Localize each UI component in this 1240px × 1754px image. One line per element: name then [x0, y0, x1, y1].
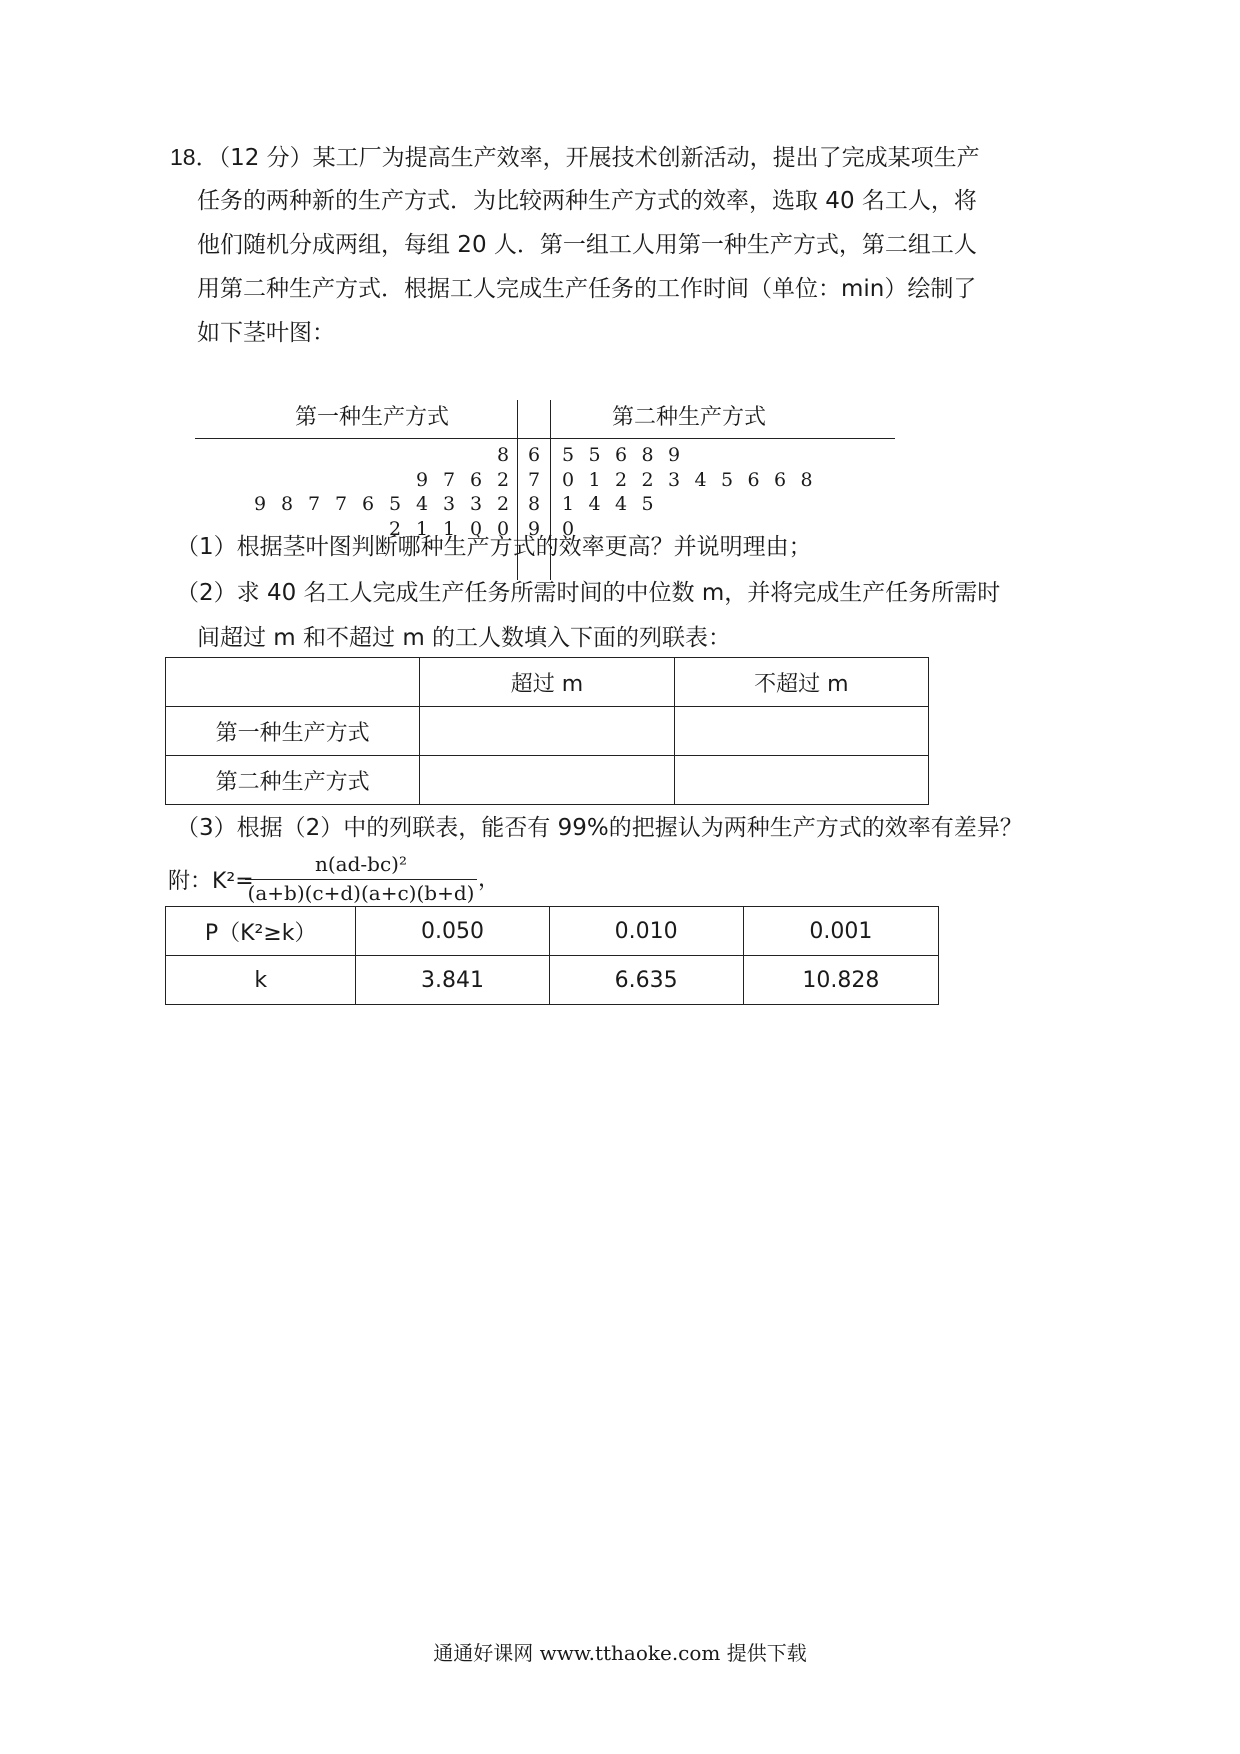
- left-leaf: 2: [388, 517, 402, 540]
- contingency-table: [165, 657, 929, 805]
- right-leaf: 2: [614, 468, 628, 491]
- probability-row: [166, 907, 939, 956]
- right-leaf: 0: [561, 517, 575, 540]
- right-leaf: 5: [561, 444, 575, 466]
- left-leaf: 5: [388, 493, 402, 515]
- right-leaf: 1: [588, 468, 601, 491]
- formula-prefix: 附：K²=: [168, 869, 254, 894]
- stem-leaf-row: [195, 469, 895, 496]
- right-leaf: 6: [614, 444, 628, 466]
- k-label: k: [166, 956, 356, 1005]
- left-leaf: 1: [442, 517, 456, 540]
- probability-value: 0.050: [356, 907, 549, 956]
- left-leaf: 3: [469, 493, 483, 515]
- probability-value: 0.001: [743, 907, 938, 956]
- left-leaf: 9: [253, 493, 267, 515]
- question-line-1: [170, 133, 980, 182]
- stem-value: 7: [527, 468, 541, 491]
- probability-label: P（K²≥k）: [166, 907, 356, 956]
- k-value: 6.635: [549, 956, 743, 1005]
- right-leaf: 5: [641, 493, 654, 515]
- left-leaf: 7: [334, 493, 348, 515]
- left-leaf: 2: [496, 468, 510, 491]
- blank-answer-cell: [420, 756, 674, 805]
- left-leaf: 7: [442, 468, 456, 491]
- right-leaf: 2: [641, 468, 654, 491]
- left-leaf: 4: [415, 493, 429, 515]
- left-leaf: 0: [496, 517, 510, 540]
- blank-answer-cell: [420, 707, 674, 756]
- header-not-exceed-m: 不超过 m: [674, 658, 928, 707]
- left-leaf: 1: [415, 517, 429, 540]
- row-label-method-1: 第一种生产方式: [166, 707, 420, 756]
- contingency-row-method-2: [166, 756, 929, 805]
- question-text: （12 分）某工厂为提高生产效率，开展技术创新活动，提出了完成某项生产: [218, 145, 980, 171]
- left-leaf: 0: [469, 517, 483, 540]
- stem-leaf-row: [195, 493, 895, 520]
- stem-leaf-row: [195, 444, 895, 471]
- k-value: 3.841: [356, 956, 549, 1005]
- formula-suffix: ，: [478, 867, 501, 892]
- header-blank-cell: [166, 658, 420, 707]
- blank-answer-cell: [674, 707, 928, 756]
- right-leaf: 9: [667, 444, 681, 466]
- header-divider: [195, 438, 895, 439]
- fraction-bar: [245, 879, 477, 880]
- right-leaf: 0: [561, 468, 575, 491]
- stem-value: 9: [527, 517, 541, 540]
- question-line-2: 任务的两种新的生产方式．为比较两种生产方式的效率，选取 40 名工人，将: [197, 188, 977, 214]
- right-leaf: 6: [773, 468, 787, 491]
- right-leaf: 8: [800, 468, 813, 491]
- right-leaf: 6: [747, 468, 760, 491]
- left-title: 第一种生产方式: [295, 405, 450, 430]
- left-leaf: 7: [307, 493, 321, 515]
- blank-answer-cell: [674, 756, 928, 805]
- sub-question-2-line-2: 间超过 m 和不超过 m 的工人数填入下面的列联表：: [197, 625, 732, 651]
- formula-numerator: n(ad-bc)²: [315, 852, 407, 876]
- right-leaf: 1: [561, 493, 575, 515]
- sub-question-2-line-1: （2）求 40 名工人完成生产任务所需时间的中位数 m，并将完成生产任务所需时: [176, 580, 1001, 606]
- k-row: [166, 956, 939, 1005]
- sub-question-1: （1）根据茎叶图判断哪种生产方式的效率更高？并说明理由；: [176, 534, 812, 560]
- formula-denominator: (a+b)(c+d)(a+c)(b+d): [247, 881, 475, 905]
- stem-value: 6: [527, 444, 541, 466]
- right-leaf: 8: [641, 444, 654, 466]
- right-leaf: 4: [694, 468, 707, 491]
- page-footer: 通通好课网 www.tthaoke.com 提供下载: [433, 1641, 807, 1665]
- right-leaf: 4: [614, 493, 628, 515]
- header-exceed-m: 超过 m: [420, 658, 674, 707]
- right-leaf: 5: [720, 468, 734, 491]
- left-leaf: 8: [280, 493, 294, 515]
- right-leaf: 4: [588, 493, 601, 515]
- left-leaf: 6: [361, 493, 375, 515]
- question-line-5: 如下茎叶图：: [197, 320, 335, 346]
- left-leaf: 9: [415, 468, 429, 491]
- left-leaf: 8: [496, 444, 510, 466]
- stem-value: 8: [527, 493, 541, 515]
- contingency-header-row: [166, 658, 929, 707]
- k-value: 10.828: [743, 956, 938, 1005]
- contingency-row-method-1: [166, 707, 929, 756]
- left-leaf: 3: [442, 493, 456, 515]
- question-line-3: 他们随机分成两组，每组 20 人．第一组工人用第一种生产方式，第二组工人: [197, 232, 977, 258]
- right-leaf: 5: [588, 444, 601, 466]
- sub-question-3: （3）根据（2）中的列联表，能否有 99%的把握认为两种生产方式的效率有差异？: [176, 815, 1023, 841]
- probability-value: 0.010: [549, 907, 743, 956]
- left-leaf: 6: [469, 468, 483, 491]
- question-number: 18．: [170, 144, 219, 170]
- question-line-4: 用第二种生产方式．根据工人完成生产任务的工作时间（单位：min）绘制了: [197, 276, 977, 302]
- right-title: 第二种生产方式: [612, 405, 767, 430]
- row-label-method-2: 第二种生产方式: [166, 756, 420, 805]
- critical-value-table: [165, 906, 939, 1005]
- left-leaf: 2: [496, 493, 510, 515]
- right-leaf: 3: [667, 468, 681, 491]
